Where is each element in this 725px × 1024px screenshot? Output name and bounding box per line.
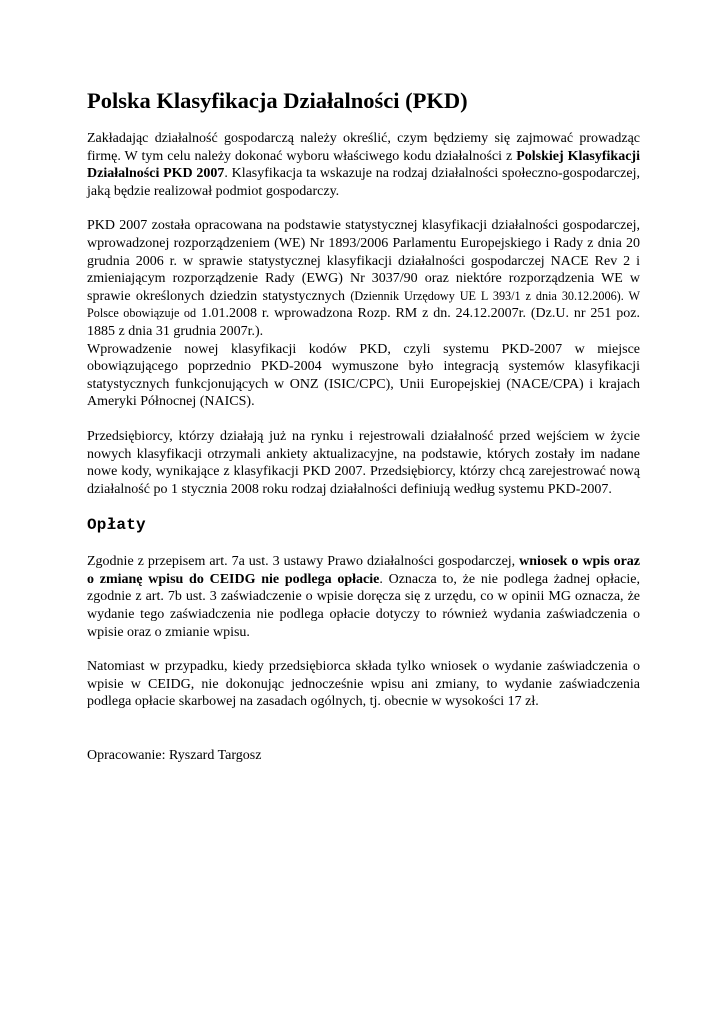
fees-paragraph-2: Natomiast w przypadku, kiedy przedsiębiorca składa tylko wniosek o wydanie zaświadczenia o wpisie w CEIDG, nie dokonując jednocześnie wpisu ani zmiany, to wydanie zaświadczenia podlega opłacie skarbowej na zasadach ogólnych, tj. obecnie w wysokości 17 zł. [87,659,640,710]
fees-p1-bold: wniosek o wpis oraz o zmianę wpisu do CEIDG nie podlega opłacie [87,554,640,587]
intro-bold-pkd: Polskiej Klasyfikacji Działalności PKD 2007 [87,148,640,182]
author-line: Opracowanie: Ryszard Targosz [87,748,262,764]
pkd2007-text-b: 1.01.2008 r. wprowadzona Rozp. RM z dn. 24.12.2007r. (Dz.U. nr 251 poz. 1885 z dnia 31 grudnia 2007r.). [87,306,641,339]
fees-p1-text-b: . Oznacza to, że nie podlega żadnej opłacie, zgodnie z art. 7b ust. 3 zaświadczenie o wpisie doręcza się z urzędu, co w opinii MG oznacza, że wydanie tego zaświadczenia nie podlega opłacie dotyczy to również wydania zaświadczenia o wpisie oraz o zmianie wpisu. [87,571,640,640]
page-title: Polska Klasyfikacja Działalności (PKD) [87,88,468,113]
introduction-new-paragraph: Wprowadzenie nowej klasyfikacji kodów PKD, czyli systemu PKD-2007 w miejsce obowiązującego poprzednio PKD-2004 wymuszone było integracją systemów klasyfikacji statystycznych funkcjonujących w ONZ (ISIC/CPC), Unii Europejskiej (NACE/CPA) i krajach Ameryki Północnej (NAICS). [87,341,640,410]
intro-text-a: Zakładając działalność gospodarczą należy określić, czym będziemy się zajmować prowadząc firmę. W tym celu należy dokonać wyboru właściwego kodu działalności z [87,131,640,164]
pkd2007-small-text: (Dziennik Urzędowy UE L 393/1 z dnia 30.12.2006). W Polsce obowiązuje od [87,288,640,321]
intro-text-b: . Klasyfikacja ta wskazuje na rodzaj działalności społeczno-gospodarczej, jaką będzie realizował podmiot gospodarczy. [87,166,640,199]
fees-paragraph-1 [87,553,640,641]
fees-heading: Opłaty [87,516,146,535]
entrepreneurs-paragraph: Przedsiębiorcy, którzy działają już na rynku i rejestrowali działalność przed wejściem w życie nowych klasyfikacji otrzymali ankiety aktualizacyjne, na podstawie, których zostały im nadane nowe kody, wynikające z klasyfikacji PKD 2007. Przedsiębiorcy, którzy chcą zarejestrować nową działalność po 1 stycznia 2008 roku rodzaj działalności definiują według systemu PKD-2007. [87,428,640,497]
pkd2007-text-a: PKD 2007 została opracowana na podstawie statystycznej klasyfikacji działalności gospodarczej, wprowadzonej rozporządzeniem (WE) Nr 1893/2006 Parlamentu Europejskiego i Rady z dnia 20 grudnia 2006 r. w sprawie statystycznej klasyfikacji działalności gospodarczej NACE Rev 2 i zmieniającym rozporządzenie Rady (EWG) Nr 3037/90 oraz niektóre rozporządzenia WE w sprawie określonych dziedzin statystycznych [87,218,640,304]
pkd2007-paragraph [87,217,640,340]
fees-p1-text-a: Zgodnie z przepisem art. 7a ust. 3 ustawy Prawo działalności gospodarczej, [87,554,520,570]
intro-paragraph [87,130,640,200]
